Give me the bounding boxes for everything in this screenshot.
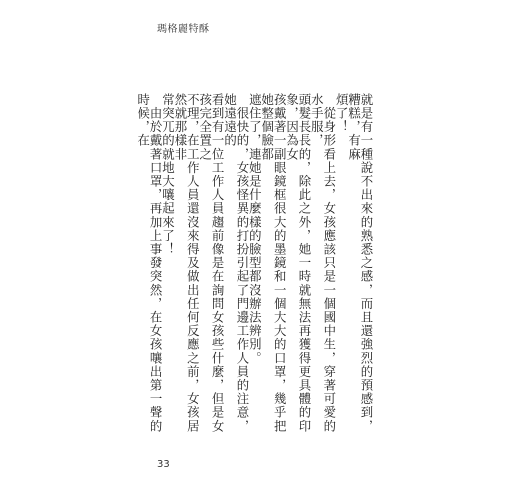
text-line: 孩戴著一副眼鏡框很大的墨鏡和一個大大的口罩，幾乎把她整個臉都 xyxy=(259,93,288,433)
text-line: 由於戴著口罩，再加上事發突然，在女孩嚷出第一聲的時候，在 xyxy=(135,93,164,433)
text-line: 頭髮長長的，除此之外，她一時就無法再獲得更具體的印象，因為女 xyxy=(284,93,312,433)
text-line: 常突兀的就地大嚷起來了！ xyxy=(160,93,176,257)
page-number: 33 xyxy=(157,459,170,470)
text-line: 煩了！ xyxy=(334,93,350,134)
running-header: 瑪格麗特酥 xyxy=(157,24,210,35)
text-line: 遮住了，連她是什麼樣的臉型都沒辦法辨別。 xyxy=(247,93,263,365)
text-line: 不理，在工作人員還沒來得及做出任何反應之前，女孩居然就那樣非 xyxy=(172,93,201,433)
vertical-text-body xyxy=(135,93,374,433)
text-line: 很快的，女孩怪異的打扮引起了門邊工作人員的注意，她遠遠的 xyxy=(222,93,250,433)
text-line: 就是有一種說不出來的熟悉之感，而且還強烈的預感到，糟糕，有麻 xyxy=(346,93,374,433)
text-line: 從身形看上去，女孩應該只是一個國中生，穿著可愛的水手服， xyxy=(309,93,337,433)
text-line: 看到有一位工作人員趨前像是在詢問女孩些什麼，但是女孩完全置之 xyxy=(197,93,226,433)
